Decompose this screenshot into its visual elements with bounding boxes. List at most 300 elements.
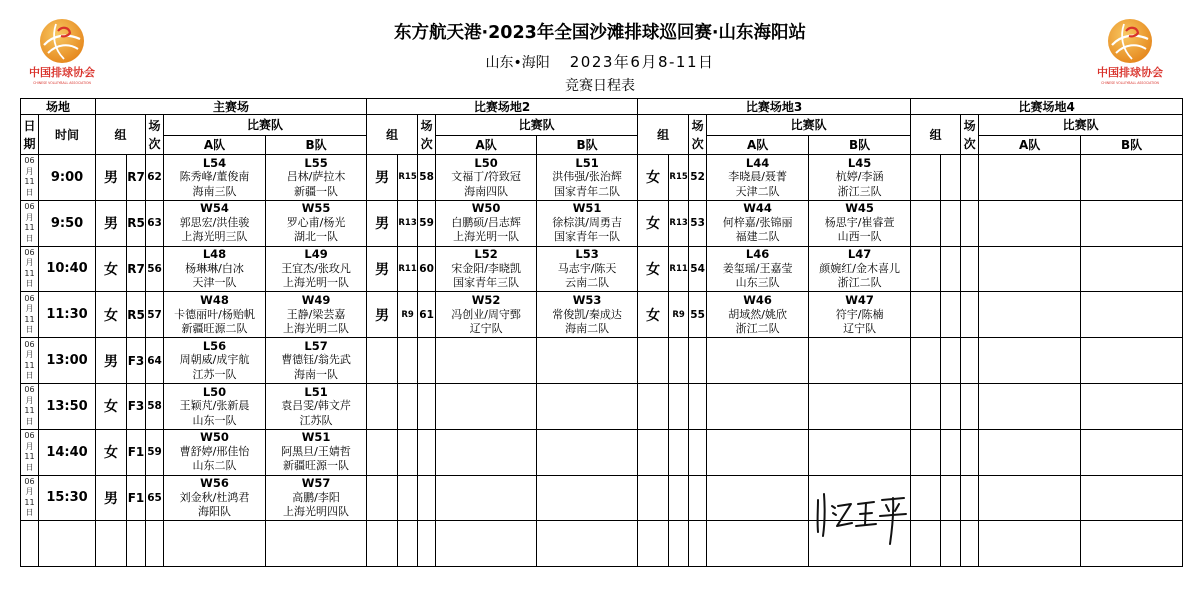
date-text: 06月11日 xyxy=(24,385,35,426)
team-players: 袁吕雯/韩文芹 xyxy=(281,399,351,413)
team-b-header: B队 xyxy=(1081,136,1183,155)
schedule-row xyxy=(21,429,1183,475)
empty-cell xyxy=(638,521,669,567)
logo-text-en: CHINESE VOLLEYBALL ASSOCIATION xyxy=(1101,81,1159,85)
empty-cell xyxy=(164,521,266,567)
gender-cell xyxy=(911,246,941,292)
gender-cell: 女 xyxy=(638,292,669,338)
team-a-cell xyxy=(164,155,266,201)
team-players: 周朝威/成宇航 xyxy=(179,353,250,367)
schedule-row xyxy=(21,246,1183,292)
team-code: L48 xyxy=(202,247,227,262)
team-code: L47 xyxy=(847,247,872,262)
team-a-cell xyxy=(707,155,809,201)
team-code: W51 xyxy=(301,430,331,445)
team-code: L52 xyxy=(474,247,498,262)
match-number-cell xyxy=(689,429,707,475)
match-number-cell xyxy=(961,383,979,429)
venue-court2-header: 比赛场地2 xyxy=(367,99,638,115)
round-cell: R5 xyxy=(127,200,146,246)
team-name: 海南四队 xyxy=(464,184,509,198)
round-cell xyxy=(941,475,961,521)
team-name: 湖北一队 xyxy=(294,230,339,244)
team-b-cell xyxy=(266,292,367,338)
team-b-cell xyxy=(809,292,911,338)
empty-cell xyxy=(537,521,638,567)
schedule-table xyxy=(20,98,1183,567)
team-a-header: A队 xyxy=(979,136,1081,155)
gender-cell: 女 xyxy=(96,383,127,429)
round-cell: R11 xyxy=(669,246,689,292)
round-cell: R5 xyxy=(127,292,146,338)
gender-cell xyxy=(911,429,941,475)
team-b-cell xyxy=(1081,246,1183,292)
match-number-cell xyxy=(961,292,979,338)
team-code: W48 xyxy=(200,293,229,308)
team-name: 山东三队 xyxy=(735,276,780,290)
round-cell xyxy=(941,292,961,338)
date-cell xyxy=(21,338,39,384)
team-a-cell xyxy=(707,246,809,292)
team-b-cell xyxy=(809,246,911,292)
team-code: L46 xyxy=(745,247,770,262)
team-a-cell xyxy=(164,246,266,292)
match-number-cell: 59 xyxy=(418,200,436,246)
team-b-cell xyxy=(537,475,638,521)
empty-cell xyxy=(146,521,164,567)
team-code: L51 xyxy=(575,155,599,170)
team-a-cell xyxy=(979,429,1081,475)
empty-cell xyxy=(39,521,96,567)
team-b-cell xyxy=(537,383,638,429)
match-number-cell xyxy=(961,200,979,246)
group-header: 组 xyxy=(367,115,418,155)
venue-main-header: 主赛场 xyxy=(96,99,367,115)
team-name: 新疆旺源二队 xyxy=(181,322,248,336)
match-number-cell: 65 xyxy=(146,475,164,521)
team-a-cell xyxy=(707,475,809,521)
match-number-cell: 60 xyxy=(418,246,436,292)
team-players: 吕林/萨拉木 xyxy=(286,170,346,184)
round-cell: R13 xyxy=(669,200,689,246)
team-name: 辽宁队 xyxy=(469,322,503,336)
team-name: 天津一队 xyxy=(192,276,237,290)
team-a-cell xyxy=(979,292,1081,338)
team-code: W44 xyxy=(743,201,772,216)
event-subtitle xyxy=(0,52,1200,73)
empty-cell xyxy=(436,521,537,567)
team-a-cell xyxy=(979,475,1081,521)
match-number-cell: 61 xyxy=(418,292,436,338)
team-name: 辽宁队 xyxy=(843,322,877,336)
match-number-cell xyxy=(689,383,707,429)
team-b-cell xyxy=(1081,383,1183,429)
gender-cell xyxy=(638,338,669,384)
schedule-row xyxy=(21,292,1183,338)
header-row-teams xyxy=(21,136,1183,155)
team-b-cell xyxy=(266,338,367,384)
team-name: 国家青年三队 xyxy=(453,276,520,290)
match-number-cell: 64 xyxy=(146,338,164,384)
team-code: W50 xyxy=(471,201,501,216)
empty-cell xyxy=(979,521,1081,567)
team-name: 山西一队 xyxy=(837,230,882,244)
team-code: L53 xyxy=(575,247,599,262)
match-number-cell xyxy=(418,475,436,521)
team-b-cell xyxy=(809,429,911,475)
empty-cell xyxy=(21,521,39,567)
team-name: 新疆一队 xyxy=(294,184,339,198)
team-b-cell xyxy=(809,338,911,384)
gender-cell: 女 xyxy=(96,246,127,292)
gender-cell xyxy=(911,292,941,338)
round-cell: R7 xyxy=(127,155,146,201)
team-code: W50 xyxy=(200,430,229,445)
logo-text-cn: 中国排球协会 xyxy=(1097,66,1163,79)
gender-cell: 女 xyxy=(96,292,127,338)
date-cell xyxy=(21,155,39,201)
team-b-cell xyxy=(537,429,638,475)
round-cell: R7 xyxy=(127,246,146,292)
team-name: 国家青年一队 xyxy=(554,230,621,244)
empty-cell xyxy=(398,521,418,567)
gender-cell: 男 xyxy=(367,155,398,201)
team-name: 江苏队 xyxy=(299,413,333,427)
team-code: L57 xyxy=(304,338,328,353)
team-b-header: B队 xyxy=(809,136,911,155)
team-code: W52 xyxy=(471,293,501,308)
team-players: 文福丁/符致冠 xyxy=(451,170,521,184)
team-players: 白鹏硕/吕志辉 xyxy=(451,215,521,229)
team-b-cell xyxy=(1081,429,1183,475)
team-code: W54 xyxy=(200,201,229,216)
team-b-cell xyxy=(266,475,367,521)
team-code: W47 xyxy=(845,293,874,308)
match-number-cell xyxy=(961,338,979,384)
empty-cell xyxy=(707,521,809,567)
round-cell xyxy=(669,475,689,521)
team-b-cell xyxy=(266,383,367,429)
team-players: 杨思宇/崔睿萱 xyxy=(824,215,895,229)
team-b-cell xyxy=(537,246,638,292)
header-row-fields xyxy=(21,115,1183,136)
time-cell: 10:40 xyxy=(39,246,96,292)
venue-header: 场地 xyxy=(21,99,96,115)
round-cell: R9 xyxy=(669,292,689,338)
team-b-cell xyxy=(537,200,638,246)
team-code: W56 xyxy=(200,476,229,491)
empty-cell xyxy=(941,521,961,567)
team-code: L55 xyxy=(304,155,328,170)
empty-cell xyxy=(367,521,398,567)
team-a-cell xyxy=(707,292,809,338)
team-code: L50 xyxy=(202,384,227,399)
date-header: 日期 xyxy=(21,115,39,155)
team-players: 杨琳琳/白冰 xyxy=(185,261,244,275)
team-name: 海阳队 xyxy=(198,505,232,519)
team-players: 洪伟强/张治辉 xyxy=(552,170,622,184)
round-cell xyxy=(669,429,689,475)
gender-cell: 女 xyxy=(638,155,669,201)
round-cell xyxy=(398,338,418,384)
date-cell xyxy=(21,475,39,521)
time-cell: 14:40 xyxy=(39,429,96,475)
round-cell xyxy=(941,429,961,475)
team-code: W57 xyxy=(301,476,331,491)
empty-cell xyxy=(418,521,436,567)
team-players: 杭婷/李涵 xyxy=(835,170,884,184)
team-b-cell xyxy=(537,338,638,384)
team-players: 王静/梁芸嘉 xyxy=(286,307,346,321)
group-header: 组 xyxy=(96,115,146,155)
team-name: 浙江二队 xyxy=(735,322,780,336)
team-b-cell xyxy=(266,429,367,475)
match-number-cell xyxy=(418,429,436,475)
team-players: 王颖芃/张新晨 xyxy=(179,399,250,413)
schedule-row xyxy=(21,338,1183,384)
gender-cell: 女 xyxy=(638,246,669,292)
logo-text-cn: 中国排球协会 xyxy=(29,66,95,79)
round-cell xyxy=(941,200,961,246)
team-name: 山东一队 xyxy=(192,413,237,427)
handwritten-signature xyxy=(806,486,910,548)
match-number-cell xyxy=(689,338,707,384)
gender-cell: 女 xyxy=(638,200,669,246)
team-b-cell xyxy=(809,383,911,429)
match-number-cell: 57 xyxy=(146,292,164,338)
team-name: 山东二队 xyxy=(192,459,237,473)
empty-cell xyxy=(961,521,979,567)
gender-cell xyxy=(367,338,398,384)
round-cell xyxy=(669,383,689,429)
team-a-cell xyxy=(979,383,1081,429)
group-header: 组 xyxy=(911,115,961,155)
schedule-row xyxy=(21,383,1183,429)
event-place: 山东•海阳 xyxy=(485,55,550,71)
team-a-cell xyxy=(436,383,537,429)
team-a-cell xyxy=(436,200,537,246)
date-text: 06月11日 xyxy=(24,339,35,381)
team-code: W46 xyxy=(743,293,772,308)
team-a-cell xyxy=(164,338,266,384)
match-number-cell: 59 xyxy=(146,429,164,475)
time-cell: 9:50 xyxy=(39,200,96,246)
team-code: L45 xyxy=(847,155,872,170)
team-b-cell xyxy=(1081,200,1183,246)
date-cell xyxy=(21,292,39,338)
time-header: 时间 xyxy=(39,115,96,155)
schedule-row-blank xyxy=(21,521,1183,567)
schedule-body xyxy=(21,155,1183,567)
date-cell xyxy=(21,200,39,246)
logo-text-en: CHINESE VOLLEYBALL ASSOCIATION xyxy=(33,81,91,85)
team-a-cell xyxy=(707,200,809,246)
team-a-cell xyxy=(164,292,266,338)
round-cell: F1 xyxy=(127,475,146,521)
schedule-row xyxy=(21,200,1183,246)
team-players: 曹德钰/翁先武 xyxy=(281,353,351,367)
team-b-cell xyxy=(537,292,638,338)
team-name: 上海光明一队 xyxy=(453,230,520,244)
team-b-header: B队 xyxy=(266,136,367,155)
team-name: 海南一队 xyxy=(294,367,339,381)
schedule-row xyxy=(21,475,1183,521)
team-players: 胡域然/姚欣 xyxy=(728,307,787,321)
team-a-header: A队 xyxy=(164,136,266,155)
round-cell xyxy=(669,338,689,384)
team-players: 罗心甫/杨光 xyxy=(286,215,346,229)
time-cell: 15:30 xyxy=(39,475,96,521)
group-header: 组 xyxy=(638,115,689,155)
gender-cell xyxy=(911,383,941,429)
team-name: 国家青年二队 xyxy=(554,184,621,198)
round-cell xyxy=(398,429,418,475)
team-b-cell xyxy=(266,246,367,292)
round-cell: R15 xyxy=(398,155,418,201)
match-number-cell xyxy=(418,338,436,384)
match-number-cell xyxy=(418,383,436,429)
gender-cell xyxy=(911,338,941,384)
team-name: 上海光明三队 xyxy=(181,230,248,244)
team-a-cell xyxy=(979,155,1081,201)
team-b-cell xyxy=(266,155,367,201)
gender-cell xyxy=(911,200,941,246)
date-cell xyxy=(21,383,39,429)
teams-header: 比赛队 xyxy=(436,115,638,136)
match-number-cell: 62 xyxy=(146,155,164,201)
date-text: 06月11日 xyxy=(24,431,35,472)
match-number-cell: 52 xyxy=(689,155,707,201)
team-code: W55 xyxy=(301,201,331,216)
empty-cell xyxy=(689,521,707,567)
team-b-cell xyxy=(809,200,911,246)
match-number-cell: 56 xyxy=(146,246,164,292)
match-number-header: 场次 xyxy=(418,115,436,155)
match-number-cell xyxy=(961,429,979,475)
team-a-cell xyxy=(707,338,809,384)
gender-cell: 男 xyxy=(367,246,398,292)
team-players: 王宜杰/张玫凡 xyxy=(281,261,351,275)
match-number-cell xyxy=(961,155,979,201)
team-players: 陈秀峰/董俊南 xyxy=(179,170,250,184)
empty-cell xyxy=(669,521,689,567)
team-players: 常俊凯/秦成达 xyxy=(552,307,622,321)
match-number-cell: 55 xyxy=(689,292,707,338)
teams-header: 比赛队 xyxy=(979,115,1183,136)
round-cell: F1 xyxy=(127,429,146,475)
team-a-header: A队 xyxy=(436,136,537,155)
team-code: L56 xyxy=(202,338,227,353)
gender-cell: 男 xyxy=(96,475,127,521)
team-a-cell xyxy=(979,246,1081,292)
empty-cell xyxy=(127,521,146,567)
round-cell: F3 xyxy=(127,338,146,384)
team-code: L44 xyxy=(745,155,770,170)
match-number-cell: 58 xyxy=(146,383,164,429)
team-a-cell xyxy=(164,383,266,429)
team-players: 李晓晨/聂菁 xyxy=(728,170,787,184)
round-cell: R11 xyxy=(398,246,418,292)
team-name: 新疆旺源一队 xyxy=(283,459,350,473)
gender-cell xyxy=(638,475,669,521)
team-a-cell xyxy=(436,475,537,521)
team-name: 浙江二队 xyxy=(837,276,882,290)
team-a-cell xyxy=(979,338,1081,384)
time-cell: 13:50 xyxy=(39,383,96,429)
team-name: 海南二队 xyxy=(565,322,610,336)
empty-cell xyxy=(96,521,127,567)
team-b-cell xyxy=(1081,155,1183,201)
empty-cell xyxy=(266,521,367,567)
team-code: W51 xyxy=(572,201,602,216)
match-number-header: 场次 xyxy=(146,115,164,155)
team-a-cell xyxy=(164,429,266,475)
round-cell xyxy=(941,383,961,429)
teams-header: 比赛队 xyxy=(164,115,367,136)
time-cell: 13:00 xyxy=(39,338,96,384)
gender-cell: 男 xyxy=(96,338,127,384)
team-players: 宋金阳/李晓凯 xyxy=(451,261,521,275)
team-players: 马志宇/陈天 xyxy=(557,261,617,275)
gender-cell xyxy=(638,383,669,429)
gender-cell xyxy=(367,383,398,429)
round-cell xyxy=(398,383,418,429)
venue-court4-header: 比赛场地4 xyxy=(911,99,1183,115)
team-players: 何梓嘉/张锦丽 xyxy=(722,215,793,229)
match-number-cell: 63 xyxy=(146,200,164,246)
gender-cell: 男 xyxy=(96,155,127,201)
date-text: 06月11日 xyxy=(24,247,35,289)
team-name: 天津二队 xyxy=(735,184,780,198)
team-a-cell xyxy=(164,200,266,246)
team-players: 刘金秋/杜鸿君 xyxy=(179,490,250,504)
team-code: L49 xyxy=(304,247,328,262)
gender-cell xyxy=(367,429,398,475)
event-dates: 2023年6月8-11日 xyxy=(569,53,715,71)
match-number-cell xyxy=(689,475,707,521)
team-a-cell xyxy=(436,246,537,292)
gender-cell xyxy=(911,155,941,201)
date-text: 06月11日 xyxy=(24,156,35,197)
team-name: 浙江三队 xyxy=(837,184,882,198)
gender-cell: 男 xyxy=(367,200,398,246)
team-name: 上海光明一队 xyxy=(283,276,350,290)
team-a-cell xyxy=(164,475,266,521)
match-number-cell xyxy=(961,246,979,292)
team-name: 云南二队 xyxy=(565,276,610,290)
team-players: 郭思宏/洪佳骏 xyxy=(179,215,250,229)
team-code: W45 xyxy=(845,201,874,216)
team-a-cell xyxy=(436,429,537,475)
team-players: 卡德丽叶/杨贻帆 xyxy=(174,307,255,321)
empty-cell xyxy=(1081,521,1183,567)
match-number-header: 场次 xyxy=(689,115,707,155)
time-cell: 11:30 xyxy=(39,292,96,338)
gender-cell xyxy=(638,429,669,475)
match-number-cell: 54 xyxy=(689,246,707,292)
event-title: 东方航天港·2023年全国沙滩排球巡回赛·山东海阳站 xyxy=(393,23,806,43)
team-name: 上海光明四队 xyxy=(283,505,350,519)
team-players: 曹舒婷/邢佳怡 xyxy=(179,444,250,458)
team-a-cell xyxy=(436,338,537,384)
date-text: 06月11日 xyxy=(24,293,35,335)
team-b-cell xyxy=(809,155,911,201)
header-row-venues xyxy=(21,99,1183,115)
team-b-cell xyxy=(537,155,638,201)
team-code: W49 xyxy=(301,293,331,308)
gender-cell xyxy=(367,475,398,521)
team-name: 江苏一队 xyxy=(192,367,237,381)
